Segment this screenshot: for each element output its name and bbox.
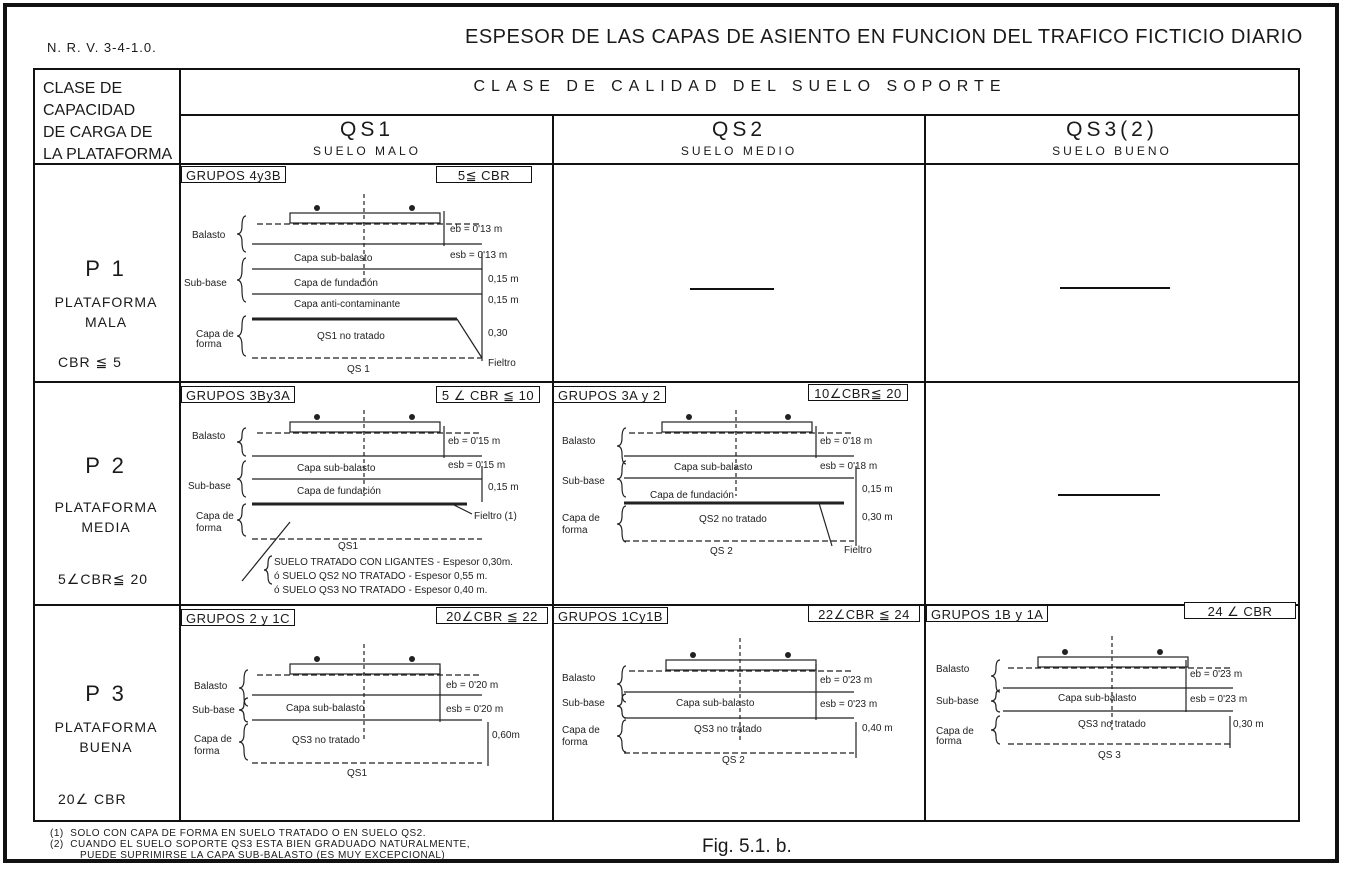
diagram-label: forma (194, 746, 220, 757)
diagram-label: esb = 0'13 m (450, 250, 508, 261)
footnote (50, 828, 470, 839)
row-header-line: LA PLATAFORMA (43, 146, 173, 163)
diagram-label: 0,40 m (862, 723, 893, 734)
diagram-label: QS3 no tratado (292, 735, 360, 746)
layer-diagram (554, 406, 924, 602)
diagram-label: esb = 0'23 m (1190, 694, 1248, 705)
grid-line (179, 114, 1300, 116)
footnote (50, 850, 470, 861)
row-name-line: PLATAFORMA (54, 499, 158, 515)
column-code: QS2 (711, 118, 767, 141)
diagram-label: forma (936, 736, 962, 747)
diagram-label: 0,30 m (1233, 719, 1264, 730)
row-cbr: 5∠CBR≦ 20 (58, 571, 149, 587)
diagram-label: forma (196, 339, 222, 350)
grid-line (33, 604, 1300, 606)
cbr-range-label: 5≦ CBR (436, 166, 532, 183)
cbr-range-label: 10∠CBR≦ 20 (808, 384, 908, 401)
grid-line (924, 116, 926, 822)
diagram-label: esb = 0'15 m (448, 460, 506, 471)
diagram-label: Sub-base (184, 278, 227, 289)
layer-diagram (928, 630, 1298, 800)
diagram-label: Capa de (196, 329, 234, 340)
diagram-label: Balasto (562, 673, 596, 684)
diagram-label: forma (196, 523, 222, 534)
row-header-line: CLASE DE (43, 80, 123, 97)
diagram-label: Capa sub-balasto (674, 462, 753, 473)
diagram-label: 0,15 m (488, 274, 519, 285)
row-header-line: DE CARGA DE (43, 124, 153, 141)
diagram-label: Capa de (562, 513, 600, 524)
diagram-label: 0,30 m (862, 512, 893, 523)
diagram-label: QS3 no tratado (1078, 719, 1146, 730)
diagram-label: Fieltro (1) (474, 511, 517, 522)
diagram-label: esb = 0'18 m (820, 461, 878, 472)
layer-diagram (182, 630, 552, 800)
cbr-range-label: 22∠CBR ≦ 24 (808, 605, 920, 622)
row-cbr: 20∠ CBR (58, 791, 127, 807)
diagram-label: Capa sub-balasto (1058, 693, 1137, 704)
diagram-label: Balasto (194, 681, 228, 692)
diagram-note: SUELO TRATADO CON LIGANTES - Espesor 0,30m. (274, 557, 513, 568)
diagram-label: 0,60m (492, 730, 520, 741)
group-label: GRUPOS 4y3B (181, 166, 286, 183)
diagram-label: 0,15 m (862, 484, 893, 495)
row-code: P 2 (85, 453, 127, 478)
diagram-label: QS1 (347, 768, 368, 779)
group-label: GRUPOS 3By3A (181, 386, 295, 403)
footnotes (50, 828, 470, 861)
diagram-note: ó SUELO QS3 NO TRATADO - Espesor 0,40 m. (274, 585, 488, 596)
diagram-note: ó SUELO QS2 NO TRATADO - Espesor 0,55 m. (274, 571, 488, 582)
diagram-label: 0,15 m (488, 295, 519, 306)
diagram-label: Balasto (936, 664, 970, 675)
diagram-label: Capa de (194, 734, 232, 745)
row-name-line: MALA (84, 314, 128, 330)
diagram-label: QS 3 (1098, 750, 1121, 761)
diagram-label: eb = 0'20 m (446, 680, 499, 691)
column-name: SUELO MALO (312, 144, 422, 158)
footnote-text: PUEDE SUPRIMIRSE LA CAPA SUB-BALASTO (ES MUY EXCEPCIONAL) (80, 850, 446, 861)
diagram-label: Balasto (562, 436, 596, 447)
diagram-label: Capa de (562, 725, 600, 736)
grid-line (33, 381, 1300, 383)
layer-diagram (554, 630, 924, 800)
diagram-label: QS1 (338, 541, 359, 552)
diagram-label: esb = 0'23 m (820, 699, 878, 710)
diagram-label: Capa de fundación (294, 278, 378, 289)
row-header-line: CAPACIDAD (43, 102, 136, 119)
diagram-label: Capa sub-balasto (297, 463, 376, 474)
reference-code: N. R. V. 3-4-1.0. (47, 40, 157, 55)
not-applicable-dash (1060, 287, 1170, 289)
diagram-label: eb = 0'13 m (450, 224, 503, 235)
diagram-label: Capa sub-balasto (286, 703, 365, 714)
not-applicable-dash (690, 288, 774, 290)
diagram-label: Fieltro (488, 358, 516, 369)
group-label: GRUPOS 1Cy1B (553, 607, 668, 624)
diagram-label: QS2 no tratado (699, 514, 767, 525)
row-name-line: PLATAFORMA (54, 294, 158, 310)
column-name: SUELO BUENO (1052, 144, 1172, 158)
row-name (33, 717, 179, 757)
grid-line (33, 163, 1300, 165)
diagram-label: Balasto (192, 230, 226, 241)
row-name-line: MEDIA (81, 519, 131, 535)
row-name-line: PLATAFORMA (54, 719, 158, 735)
diagram-label: QS 2 (722, 755, 745, 766)
diagram-label: Sub-base (936, 696, 979, 707)
column-header-title: CLASE DE CALIDAD DEL SUELO SOPORTE (473, 78, 1007, 95)
footnote-text: SOLO CON CAPA DE FORMA EN SUELO TRATADO O EN SUELO QS2. (70, 828, 427, 839)
diagram-label: esb = 0'20 m (446, 704, 504, 715)
row-name (33, 497, 179, 537)
diagram-label: QS 1 (347, 364, 370, 375)
cbr-range-label: 20∠CBR ≦ 22 (436, 607, 548, 624)
row-name (33, 292, 179, 332)
figure-label: Fig. 5.1. b. (702, 836, 792, 857)
diagram-label: 0,15 m (488, 482, 519, 493)
diagram-label: Sub-base (192, 705, 235, 716)
diagram-label: forma (562, 525, 588, 536)
diagram-label: QS3 no tratado (694, 724, 762, 735)
diagram-label: Balasto (192, 431, 226, 442)
diagram-label: Capa anti-contaminante (294, 299, 401, 310)
column-name: SUELO MEDIO (680, 144, 798, 158)
footnote (50, 839, 470, 850)
group-label: GRUPOS 3A y 2 (553, 386, 666, 403)
diagram-label: Capa de fundación (650, 490, 734, 501)
diagram-label: eb = 0'15 m (448, 436, 501, 447)
diagram-label: Fieltro (844, 545, 872, 556)
diagram-label: Capa de (936, 726, 974, 737)
diagram-label: Sub-base (188, 481, 231, 492)
layer-diagram (182, 406, 552, 602)
footnote-number: (1) (50, 828, 64, 839)
row-code: P 1 (85, 256, 127, 281)
diagram-label: eb = 0'23 m (820, 675, 873, 686)
diagram-label: QS 2 (710, 546, 733, 557)
diagram-label: Capa sub-balasto (294, 253, 373, 264)
diagram-label: eb = 0'18 m (820, 436, 873, 447)
footnote-number: (2) (50, 839, 64, 850)
column-code: QS1 (339, 118, 395, 141)
not-applicable-dash (1058, 494, 1160, 496)
page-title: ESPESOR DE LAS CAPAS DE ASIENTO EN FUNCION DEL TRAFICO FICTICIO DIARIO (465, 26, 1303, 48)
diagram-label: 0,30 (488, 328, 508, 339)
footnote-text: CUANDO EL SUELO SOPORTE QS3 ESTA BIEN GRADUADO NATURALMENTE, (70, 839, 471, 850)
diagram-label: forma (562, 737, 588, 748)
row-header-title (43, 78, 172, 166)
cbr-range-label: 5 ∠ CBR ≦ 10 (436, 386, 540, 403)
diagram-label: Sub-base (562, 698, 605, 709)
row-name-line: BUENA (79, 739, 133, 755)
group-label: GRUPOS 1B y 1A (926, 605, 1048, 622)
row-cbr: CBR ≦ 5 (58, 354, 122, 370)
diagram-label: Capa sub-balasto (676, 698, 755, 709)
column-code: QS3(2) (1066, 118, 1158, 141)
diagram-label: Capa de fundación (297, 486, 381, 497)
diagram-label: Sub-base (562, 476, 605, 487)
layer-diagram (182, 186, 552, 378)
cbr-range-label: 24 ∠ CBR (1184, 602, 1296, 619)
diagram-label: eb = 0'23 m (1190, 669, 1243, 680)
diagram-label: Capa de (196, 511, 234, 522)
group-label: GRUPOS 2 y 1C (181, 609, 295, 626)
diagram-label: QS1 no tratado (317, 331, 385, 342)
row-code: P 3 (85, 681, 127, 706)
